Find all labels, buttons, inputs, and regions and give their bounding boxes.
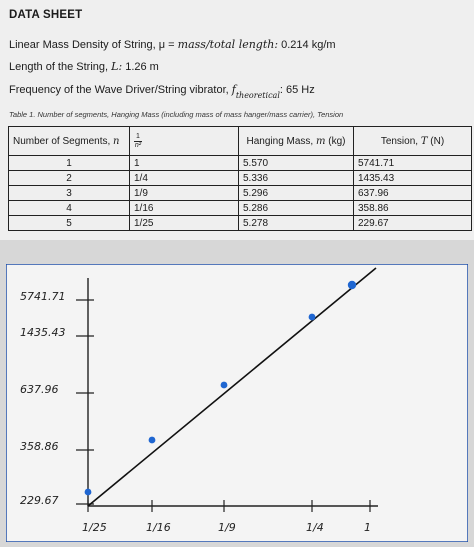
y-tick-label: 637.96 [20,383,59,396]
length-label: Length of the String, [9,61,109,73]
y-tick-label: 358.86 [20,440,59,453]
data-point [348,281,356,289]
lmd-formula: mass/total length: [177,38,279,51]
x-tick-label: 1/16 [146,521,171,534]
header-mass: Hanging Mass, m (kg) [239,127,354,156]
freq-value: : 65 Hz [279,84,315,96]
freq-label: Frequency of the Wave Driver/String vibrator, [9,84,229,96]
data-point [309,314,316,321]
header-inverse-square: $\frac{1}{\text{n²}}$ [130,127,239,156]
table-row: 4 1/16 5.286 358.86 [9,201,472,216]
table-row: 2 1/4 5.336 1435.43 [9,171,472,186]
table-row: 3 1/9 5.296 637.96 [9,186,472,201]
table-header-row [9,127,472,156]
length-value: 1.26 m [125,61,159,73]
freq-symbol: f [231,83,236,96]
linear-mass-density-line [9,38,336,51]
data-sheet [0,0,474,240]
x-tick-label: 1/25 [82,521,107,534]
data-table [8,126,472,231]
y-tick-label: 229.67 [20,494,59,507]
header-segments: Number of Segments, n [9,127,130,156]
x-tick-label: 1/9 [218,521,236,534]
hand-drawn-graph [6,264,468,542]
table-caption: Table 1. Number of segments, Hanging Mass (including mass of mass hanger/mass carrier), Tension [9,110,344,119]
frequency-line [9,83,315,100]
freq-subscript: theoretical [235,91,280,100]
string-length-line [9,60,159,73]
x-tick-label: 1/4 [306,521,324,534]
table-row: 5 1/25 5.278 229.67 [9,216,472,231]
y-tick-label: 1435.43 [20,326,66,339]
header-tension: Tension, T (N) [354,127,472,156]
data-point [149,437,156,444]
table-row: 1 1 5.570 5741.71 [9,156,472,171]
data-sheet-title: DATA SHEET [9,9,83,21]
lmd-value: 0.214 kg/m [281,39,336,51]
data-point [85,489,92,496]
y-tick-label: 5741.71 [20,290,66,303]
x-tick-label: 1 [364,521,371,534]
length-symbol: L: [111,60,123,73]
data-point [221,382,228,389]
lmd-label: Linear Mass Density of String, μ = [9,39,175,51]
